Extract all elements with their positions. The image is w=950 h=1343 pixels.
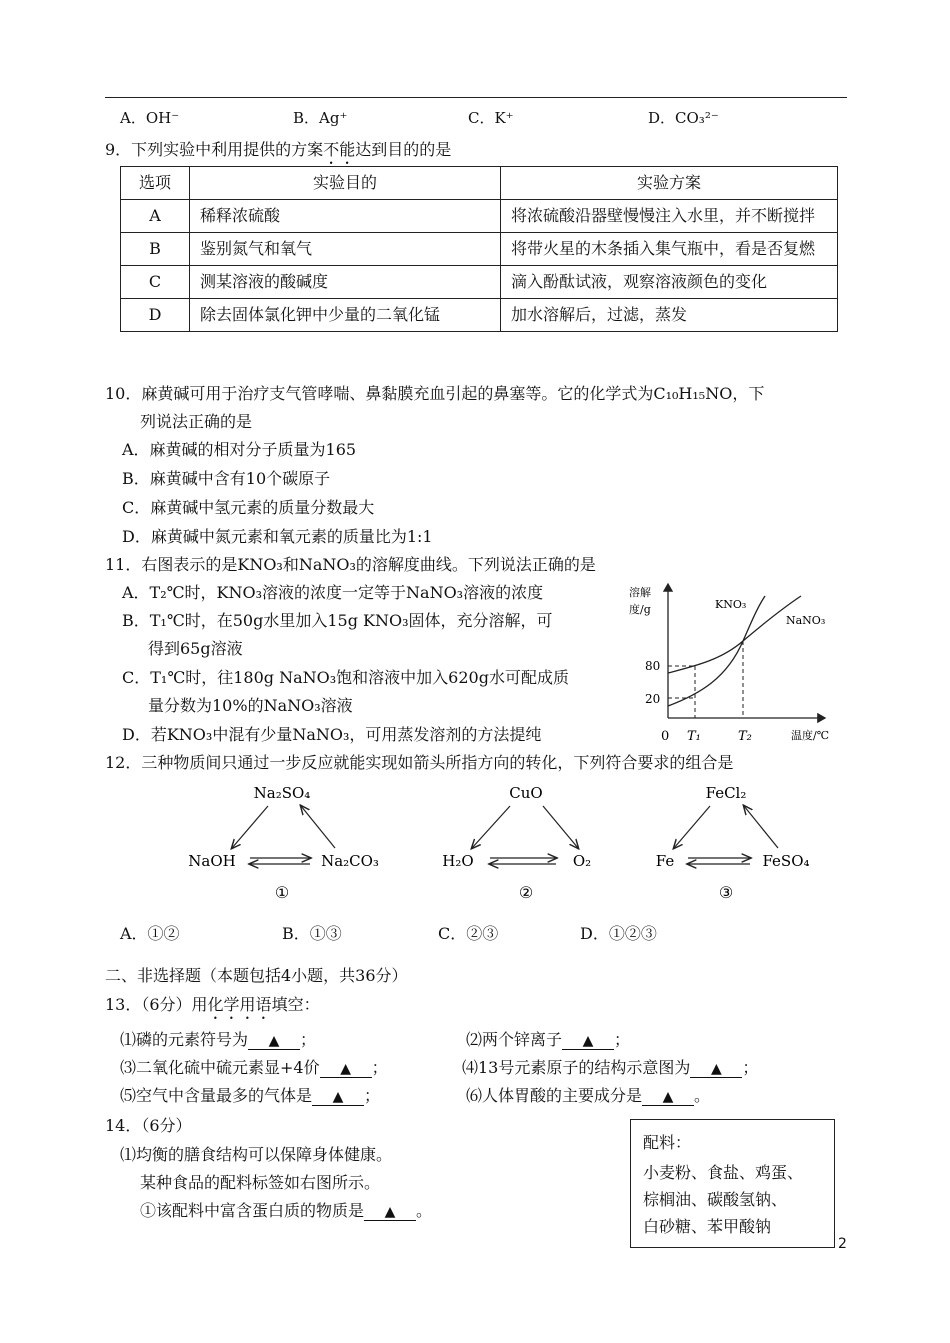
table-header-row — [121, 167, 838, 200]
q13-item-1: ⑴磷的元素符号为 ▲ ； — [120, 1030, 317, 1049]
table-row — [121, 299, 838, 332]
row-option: A — [121, 200, 190, 233]
d3-left: Fe — [655, 852, 675, 870]
row-option: D — [121, 299, 190, 332]
q13-item-6: ⑹人体胃酸的主要成分是 ▲ 。 — [466, 1086, 711, 1105]
kno3-curve — [668, 596, 765, 706]
row-goal: 除去固体氯化钾中少量的二氧化锰 — [190, 299, 501, 332]
q10-option-b: B．麻黄碱中含有10个碳原子 — [122, 469, 331, 488]
q11-stem: 11．右图表示的是KNO₃和NaNO₃的溶解度曲线。下列说法正确的是 — [105, 555, 596, 574]
q8-option-b: B．Ag⁺ — [293, 109, 348, 127]
origin-label: 0 — [661, 729, 670, 744]
label-line-2: 棕榈油、碳酸氢钠、 — [643, 1190, 788, 1209]
row-goal: 稀释浓硫酸 — [190, 200, 501, 233]
q10-stem-line2: 列说法正确的是 — [140, 412, 253, 431]
q11-option-d: D．若KNO₃中混有少量NaNO₃，可用蒸发溶剂的方法提纯 — [122, 725, 542, 744]
row-plan: 将带火星的木条插入集气瓶中，看是否复燃 — [501, 233, 838, 266]
tick-label-20: 20 — [645, 692, 661, 706]
answer-blank[interactable]: ▲ — [690, 1061, 742, 1078]
table-row — [121, 200, 838, 233]
section-2-heading: 二、非选择题（本题包括4小题，共36分） — [105, 966, 408, 985]
header-goal: 实验目的 — [190, 167, 501, 200]
q10-option-c: C．麻黄碱中氢元素的质量分数最大 — [122, 498, 375, 517]
q11-option-c-line2: 量分数为10%的NaNO₃溶液 — [148, 696, 353, 715]
row-plan: 加水溶解后，过滤，蒸发 — [501, 299, 838, 332]
answer-blank[interactable]: ▲ — [642, 1089, 694, 1106]
tick-label-t2: T₂ — [738, 729, 752, 744]
answer-blank[interactable]: ▲ — [320, 1061, 372, 1078]
answer-blank[interactable]: ▲ — [312, 1089, 364, 1106]
d1-left: NaOH — [188, 852, 236, 870]
diagram-2 — [442, 784, 591, 902]
x-axis-label: 温度/℃ — [791, 729, 830, 742]
y-axis-label-1: 溶解 — [629, 586, 651, 599]
q12-stem: 12．三种物质间只通过一步反应就能实现如箭头所指方向的转化，下列符合要求的组合是 — [105, 753, 734, 772]
d1-number: ① — [274, 883, 290, 902]
q13-item-4: ⑷13号元素原子的结构示意图为 ▲ ； — [462, 1058, 759, 1077]
q12-option-c: C．②③ — [438, 924, 499, 943]
d3-top: FeCl₂ — [705, 784, 747, 802]
q14-stem: 14．（6分） — [105, 1116, 192, 1135]
y-axis-label-2: 度/g — [629, 603, 651, 616]
q13-item-3: ⑶二氧化硫中硫元素显+4价 ▲ ； — [120, 1058, 388, 1077]
solubility-chart — [625, 578, 837, 750]
tick-label-t1: T₁ — [687, 729, 701, 744]
q14-line-1: ⑴均衡的膳食结构可以保障身体健康。 — [120, 1145, 393, 1164]
q10-stem-line1: 10．麻黄碱可用于治疗支气管哮喘、鼻黏膜充血引起的鼻塞等。它的化学式为C₁₀H₁₅NO，下 — [105, 384, 765, 403]
q9-table — [120, 166, 838, 332]
header-plan: 实验方案 — [501, 167, 838, 200]
d1-top: Na₂SO₄ — [253, 784, 311, 802]
answer-blank[interactable]: ▲ — [364, 1204, 416, 1221]
ingredient-label-box — [630, 1119, 835, 1248]
row-goal: 测某溶液的酸碱度 — [190, 266, 501, 299]
answer-blank[interactable]: ▲ — [562, 1033, 614, 1050]
d2-left: H₂O — [442, 852, 474, 870]
q13-emphasis: 化学用语 — [207, 995, 272, 1014]
label-line-3: 白砂糖、苯甲酸钠 — [643, 1217, 772, 1236]
q10-option-a: A．麻黄碱的相对分子质量为165 — [122, 440, 357, 459]
q11-option-b-line1: B．T₁℃时，在50g水里加入15g KNO₃固体，充分溶解，可 — [122, 611, 553, 630]
row-option: C — [121, 266, 190, 299]
q11-option-b-line2: 得到65g溶液 — [148, 639, 243, 658]
q14-line-2: 某种食品的配料标签如右图所示。 — [140, 1173, 381, 1192]
nano3-label: NaNO₃ — [786, 614, 826, 627]
diagram-3 — [656, 784, 810, 902]
kno3-label: KNO₃ — [715, 598, 747, 611]
q12-conversion-diagrams — [160, 778, 850, 908]
row-goal: 鉴别氮气和氧气 — [190, 233, 501, 266]
diagram-1 — [188, 784, 379, 902]
d2-right: O₂ — [572, 852, 592, 870]
q11-option-a: A．T₂℃时，KNO₃溶液的浓度一定等于NaNO₃溶液的浓度 — [122, 583, 544, 602]
q13-item-2: ⑵两个锌离子 ▲ ； — [466, 1030, 631, 1049]
q8-option-a: A．OH⁻ — [120, 109, 180, 127]
d3-right: FeSO₄ — [762, 852, 810, 870]
q9-emphasis: 不能 — [323, 140, 356, 159]
q12-option-d: D．①②③ — [580, 924, 657, 943]
tick-label-80: 80 — [645, 659, 661, 673]
q9-stem: 9．下列实验中利用提供的方案不能达到目的的是 — [105, 140, 452, 159]
label-line-1: 小麦粉、食盐、鸡蛋、 — [643, 1163, 804, 1182]
row-plan: 滴入酚酞试液，观察溶液颜色的变化 — [501, 266, 838, 299]
q14-line-3: ①该配料中富含蛋白质的物质是 ▲ 。 — [140, 1201, 433, 1220]
row-plan: 将浓硫酸沿器壁慢慢注入水里，并不断搅拌 — [501, 200, 838, 233]
d2-number: ② — [518, 883, 534, 902]
q13-item-5: ⑸空气中含量最多的气体是 ▲ ； — [120, 1086, 381, 1105]
d2-top: CuO — [509, 784, 543, 802]
q12-option-b: B．①③ — [282, 924, 342, 943]
q11-option-c-line1: C．T₁℃时，往180g NaNO₃饱和溶液中加入620g水可配成质 — [122, 668, 569, 687]
top-rule — [105, 97, 847, 98]
q12-option-a: A．①② — [120, 924, 180, 943]
header-option: 选项 — [121, 167, 190, 200]
d1-right: Na₂CO₃ — [321, 852, 379, 870]
table-row — [121, 233, 838, 266]
q13-stem: 13．（6分）用化学用语填空： — [105, 995, 320, 1014]
q8-option-d: D．CO₃²⁻ — [648, 109, 719, 127]
row-option: B — [121, 233, 190, 266]
q8-option-c: C．K⁺ — [468, 109, 514, 127]
table-row — [121, 266, 838, 299]
answer-blank[interactable]: ▲ — [248, 1033, 300, 1050]
label-title: 配料： — [643, 1133, 692, 1152]
d3-number: ③ — [718, 883, 734, 902]
page-number: 2 — [838, 1236, 847, 1252]
q10-option-d: D．麻黄碱中氮元素和氧元素的质量比为1:1 — [122, 527, 433, 546]
